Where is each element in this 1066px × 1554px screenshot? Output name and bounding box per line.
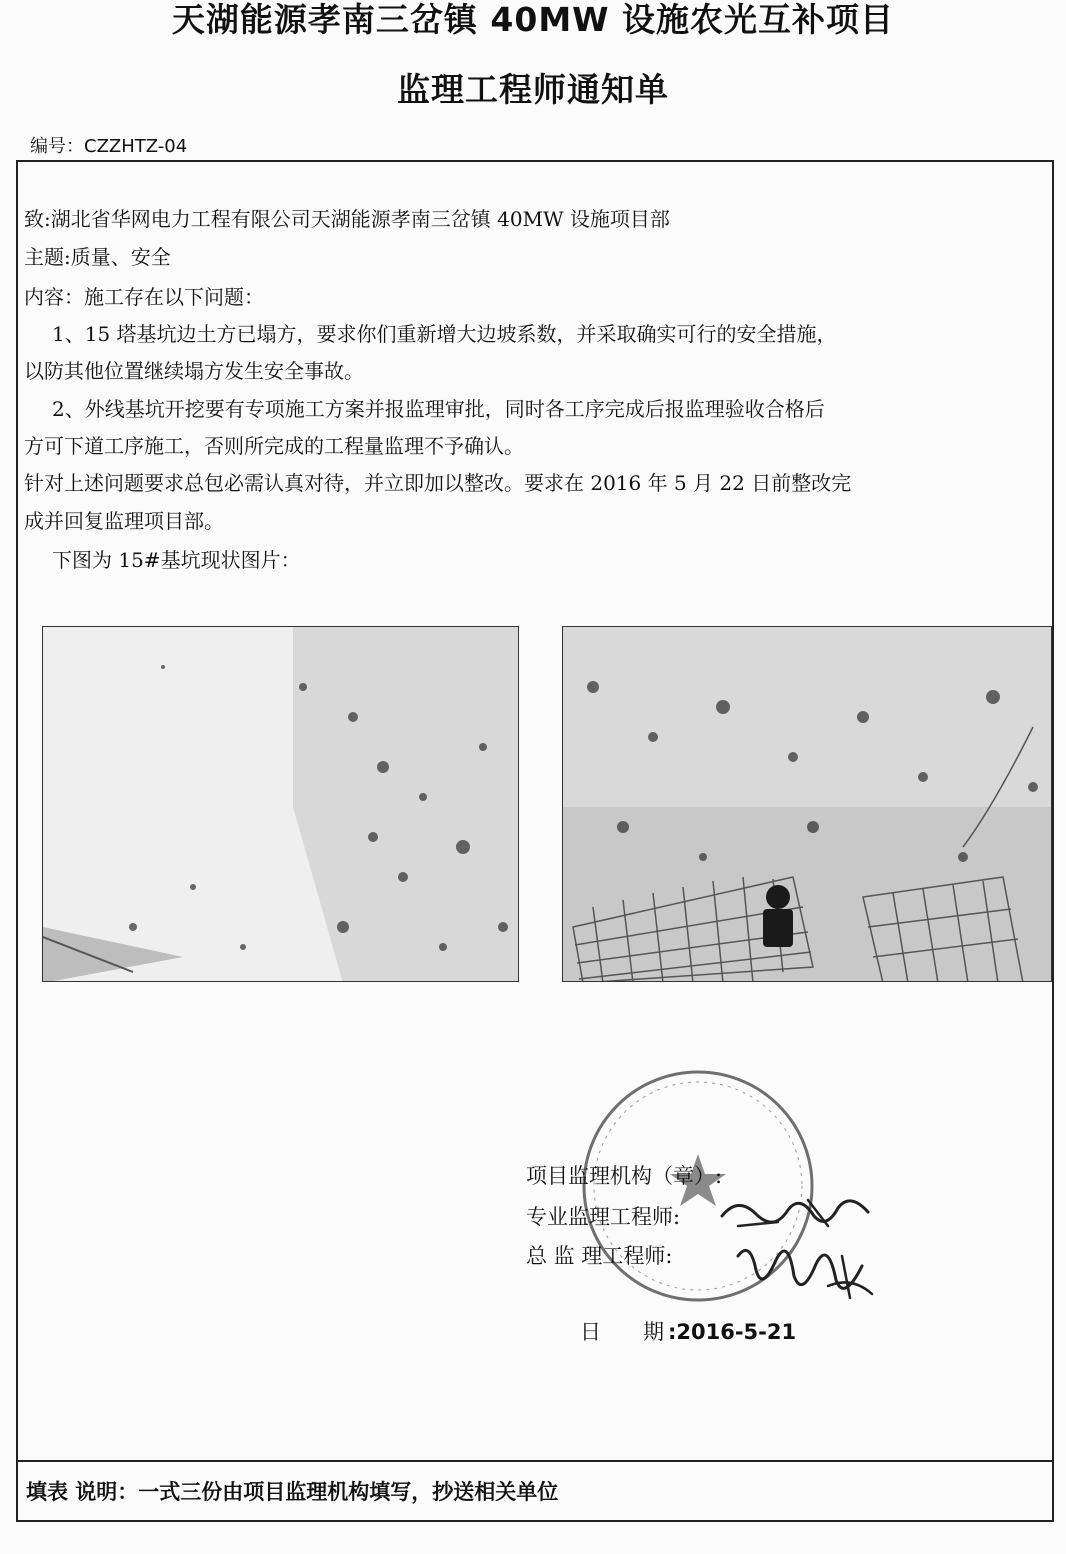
issue-2-line-1: 2、外线基坑开挖要有专项施工方案并报监理审批，同时各工序完成后报监理验收合格后 [52,397,825,421]
recipient-line: 致:湖北省华网电力工程有限公司天湖能源孝南三岔镇 40MW 设施项目部 [24,207,670,231]
specialist-engineer-label: 专业监理工程师: [526,1205,681,1229]
specialist-engineer-signature [718,1186,878,1236]
issue-1-line-1: 1、15 塔基坑边土方已塌方，要求你们重新增大边坡系数，并采取确实可行的安全措施， [52,322,837,346]
requirement-line-1: 针对上述问题要求总包必需认真对待，并立即加以整改。要求在 2016 年 5 月 22 日前整改完 [24,471,852,495]
issue-1-line-2: 以防其他位置继续塌方发生安全事故。 [24,359,364,383]
issue-date [580,1316,796,1346]
footer-note: 填表 说明：一式三份由项目监理机构填写，抄送相关单位 [26,1480,559,1504]
document-number [30,132,187,158]
supervision-org-label: 项目监理机构（章）: [526,1164,723,1188]
document-number-value: CZZHTZ-04 [84,136,188,157]
footer-divider [16,1460,1054,1462]
document-title-line2: 监理工程师通知单 [397,70,669,109]
chief-engineer-label: 总 监 理工程师: [526,1244,673,1268]
subject-line: 主题:质量、安全 [24,245,171,269]
document-number-label: 编号： [30,136,84,157]
issue-2-line-2: 方可下道工序施工，否则所完成的工程量监理不予确认。 [24,434,524,458]
date-value: :2016-5-21 [668,1320,797,1344]
requirement-line-2: 成并回复监理项目部。 [24,509,224,533]
pit-photo-left [42,626,519,982]
chief-engineer-signature [732,1236,882,1306]
document-title-line1: 天湖能源孝南三岔镇 40MW 设施农光互补项目 [171,0,895,39]
photo-caption: 下图为 15#基坑现状图片： [52,548,301,572]
date-label: 日 期 [580,1320,664,1344]
pit-photo-right [562,626,1052,982]
content-intro: 内容：施工存在以下问题： [24,285,264,309]
